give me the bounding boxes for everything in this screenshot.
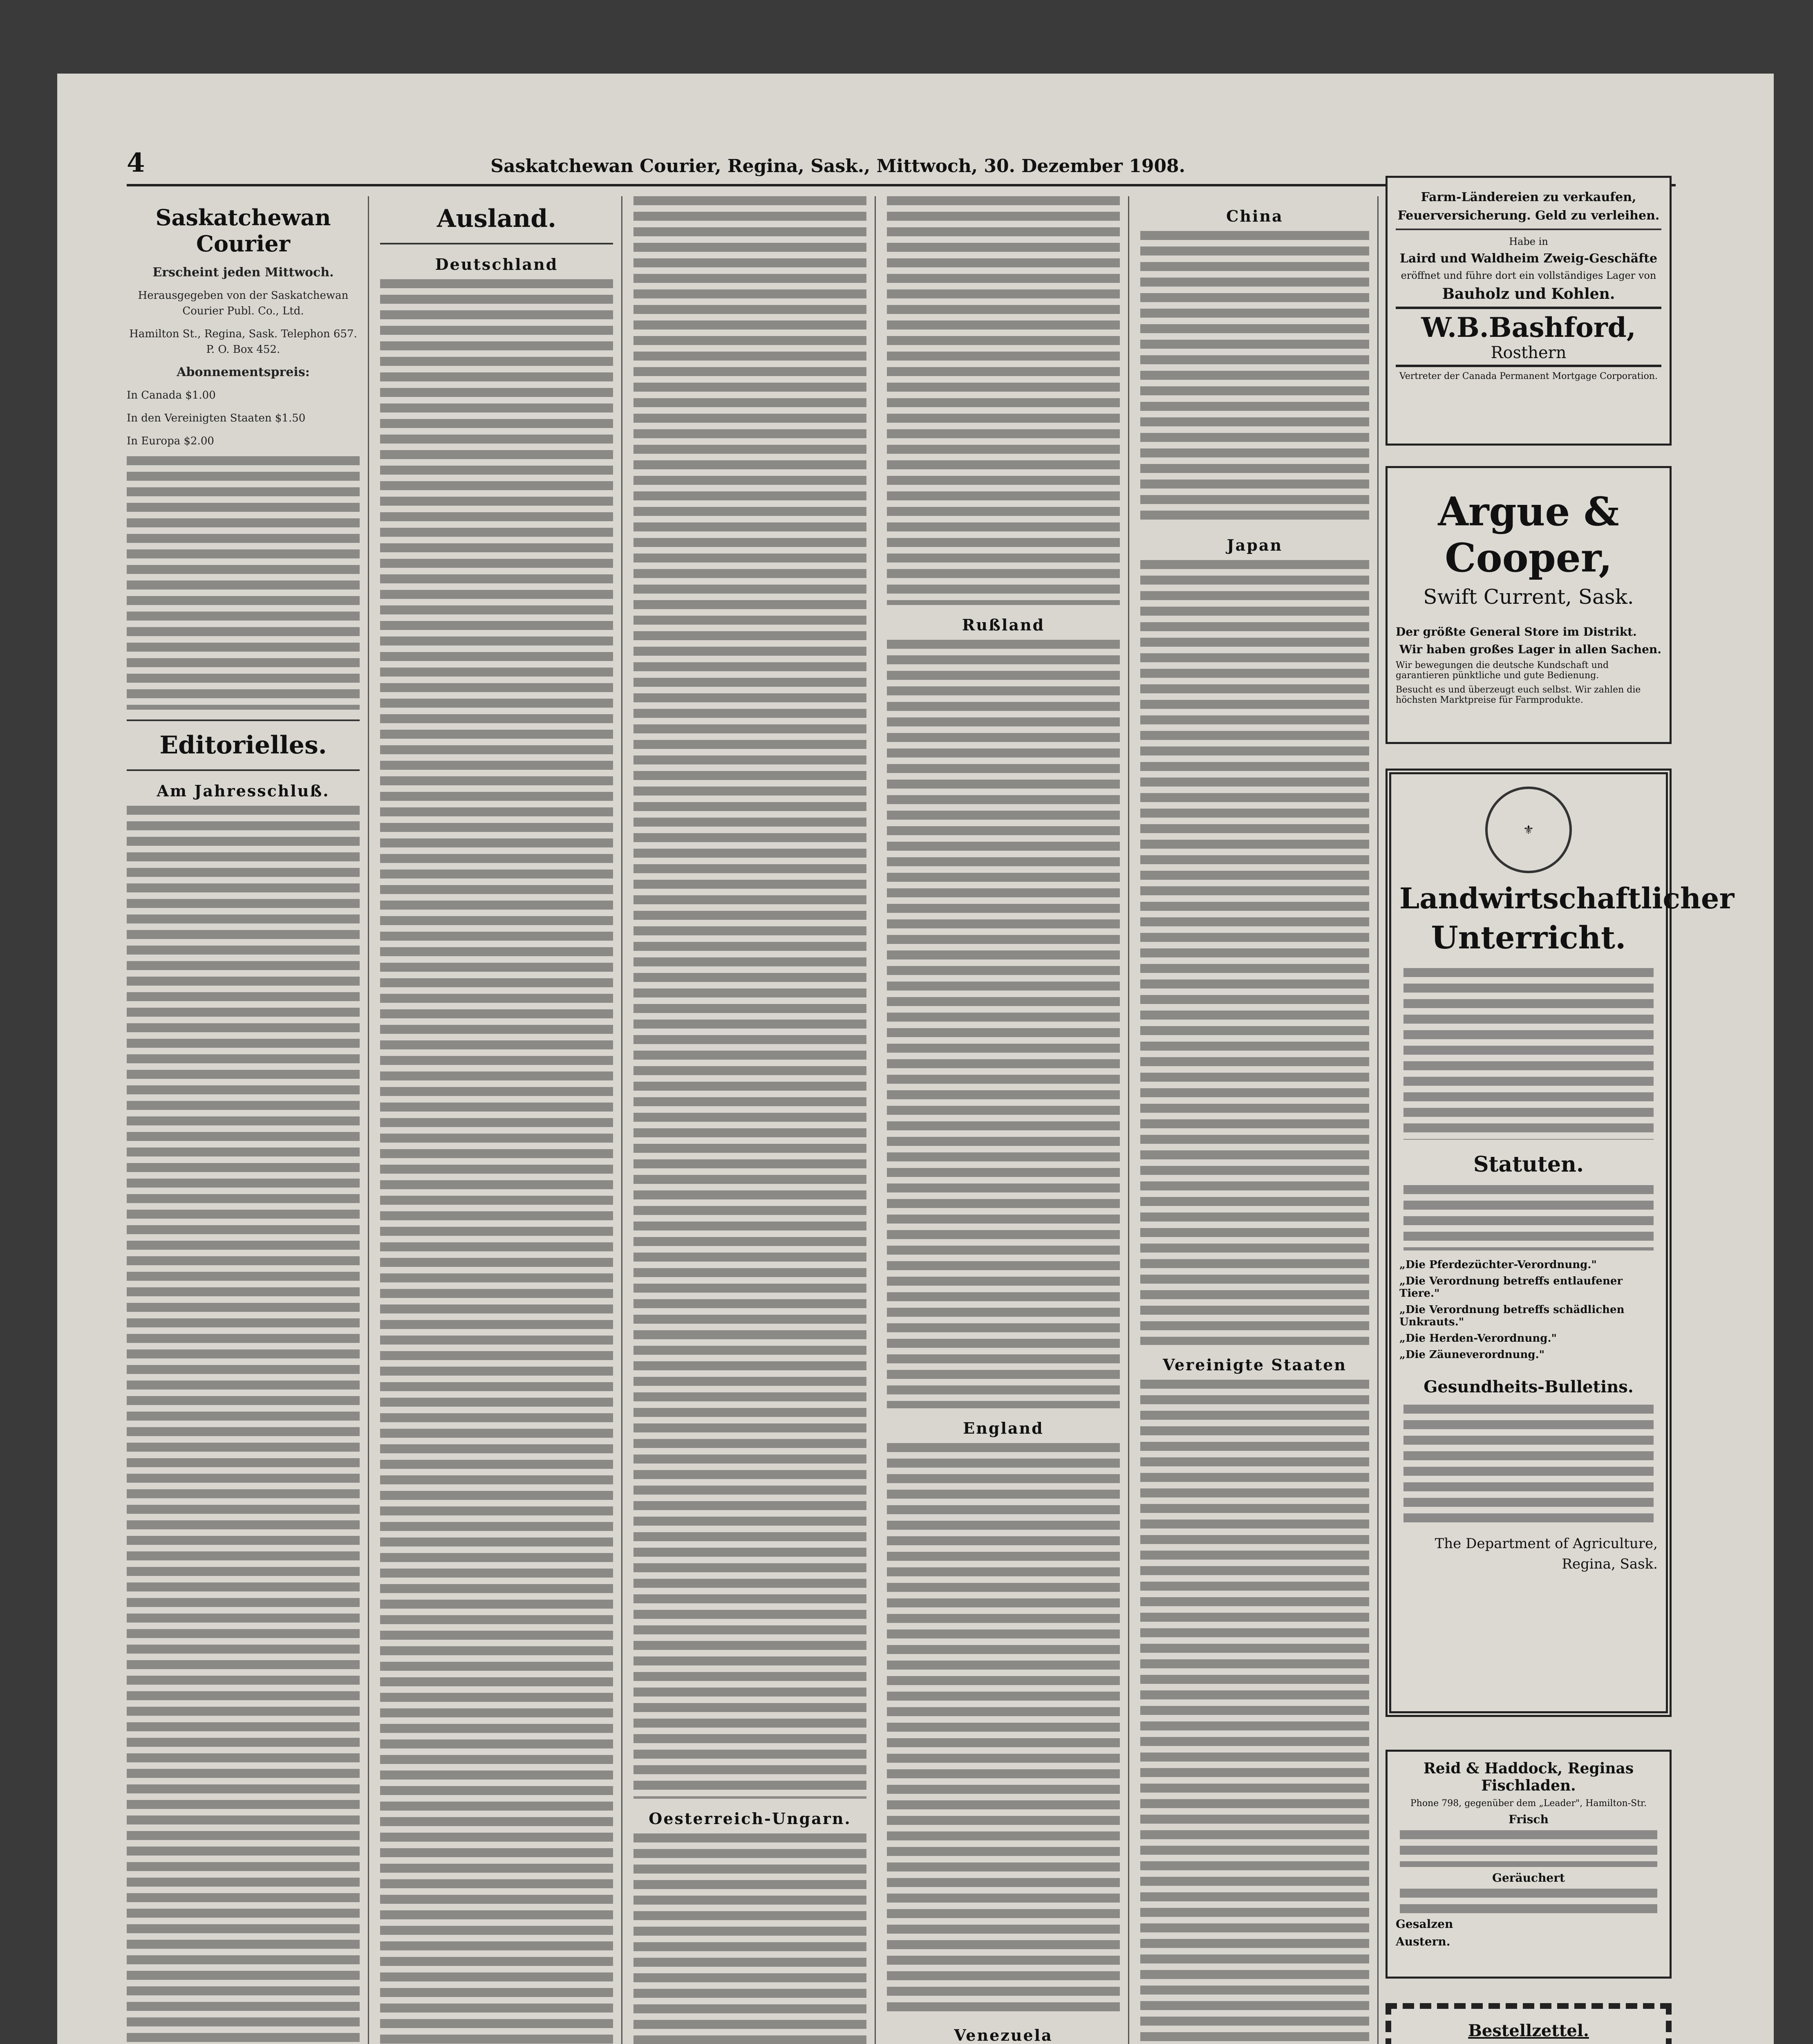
ad-text <box>1400 1889 1657 1913</box>
ad-bulletins: Gesundheits-Bulletins. <box>1424 1377 1634 1396</box>
england-subtitle: England <box>963 1419 1044 1437</box>
ad-line: Feuerversicherung. Geld zu verleihen. <box>1397 208 1660 223</box>
subscription-line: In Canada $1.00 <box>127 389 216 401</box>
ad-text <box>1400 1830 1657 1867</box>
order-form <box>1385 2003 1672 2044</box>
column-rule <box>621 196 622 2044</box>
subscription-title: Abonnementspreis: <box>177 365 310 379</box>
ad-text <box>1403 1185 1654 1251</box>
russia-subtitle: Rußland <box>962 616 1045 634</box>
ad-category: Austern. <box>1396 1935 1450 1948</box>
ad-town: Swift Current, Sask. <box>1423 585 1634 609</box>
ad-signature: Regina, Sask. <box>1562 1556 1658 1572</box>
paper-name: Saskatchewan Courier <box>155 204 331 257</box>
ad-category: Geräuchert <box>1492 1871 1565 1885</box>
ad-text <box>1403 968 1654 1140</box>
subscription-line: In Europa $2.00 <box>127 435 214 447</box>
ad-line: Habe in <box>1509 236 1548 247</box>
ad-text: Wir bewegungen die deutsche Kundschaft und garantieren pünktliche und gute Bedienung. <box>1396 660 1609 681</box>
china-subtitle: China <box>1226 207 1283 225</box>
ad-item: „Die Pferdezüchter-Verordnung." <box>1399 1259 1597 1271</box>
japan-subtitle: Japan <box>1227 536 1283 554</box>
ad-item: „Die Verordnung betreffs schädlichen Unkrauts." <box>1399 1304 1625 1328</box>
ad-line: Bauholz und Kohlen. <box>1442 285 1615 303</box>
ad-line: eröffnet und führe dort ein vollständiges Lager von <box>1401 270 1656 281</box>
notice-text <box>127 456 360 710</box>
column-4 <box>887 196 1120 2044</box>
venezuela-subtitle: Venezuela <box>954 2026 1053 2044</box>
austria-subtitle: Oesterreich-Ungarn. <box>649 1809 851 1828</box>
ausland-text <box>380 279 613 2044</box>
ad-line: Laird und Waldheim Zweig-Geschäfte <box>1399 251 1658 266</box>
ad-reid-haddock <box>1385 1750 1672 1979</box>
column-rule <box>1128 196 1129 2044</box>
column-2 <box>380 196 613 2044</box>
publisher-line: Herausgegeben von der Saskatchewan Courier Publ. Co., Ltd. <box>138 289 349 317</box>
column-1 <box>127 196 360 2044</box>
england-text <box>887 1443 1120 2015</box>
ad-heading: Unterricht. <box>1431 919 1626 956</box>
ad-phone: Phone 798, gegenüber dem „Leader", Hamilton-Str. <box>1410 1798 1647 1809</box>
ad-name: W.B.Bashford, <box>1421 312 1636 343</box>
editorial-subtitle: Am Jahresschluß. <box>157 782 330 800</box>
deutschland-subtitle: Deutschland <box>435 255 558 273</box>
subscription-line: In den Vereinigten Staaten $1.50 <box>127 412 306 424</box>
column-rule <box>368 196 369 2044</box>
ad-line: Farm-Ländereien zu verkaufen, <box>1421 190 1636 204</box>
ad-signature: The Department of Agriculture, <box>1435 1535 1658 1552</box>
ad-agent: Vertreter der Canada Permanent Mortgage Corporation. <box>1399 371 1658 381</box>
newspaper-page <box>57 74 1774 2044</box>
ad-category: Gesalzen <box>1396 1917 1453 1931</box>
ad-name: Argue & Cooper, <box>1438 489 1619 581</box>
russia-text <box>887 640 1120 1408</box>
ad-town: Rosthern <box>1491 343 1567 362</box>
coat-of-arms-icon: ⚜ <box>1485 787 1572 873</box>
page-number: 4 <box>127 148 145 178</box>
ad-statuten: Statuten. <box>1473 1152 1584 1177</box>
ad-agriculture <box>1385 769 1735 1717</box>
ad-text: Besucht es und überzeugt euch selbst. Wir zahlen die höchsten Marktpreise für Farmprodukte. <box>1396 685 1641 705</box>
usa-subtitle: Vereinigte Staaten <box>1163 1356 1347 1374</box>
ad-text <box>1403 1405 1654 1527</box>
ad-item: „Die Zäuneverordnung." <box>1399 1349 1545 1361</box>
ad-heading: Landwirtschaftlicher <box>1399 881 1735 915</box>
ad-slogan: Wir haben großes Lager in allen Sachen. <box>1399 643 1661 656</box>
article-text <box>887 196 1120 605</box>
editorials-title: Editorielles. <box>159 731 327 760</box>
order-form-title: Bestellzettel. <box>1468 2021 1589 2040</box>
china-text <box>1140 231 1369 525</box>
austria-text <box>633 1833 866 2044</box>
column-5 <box>1140 196 1369 2044</box>
japan-text <box>1140 560 1369 1345</box>
ad-bashford <box>1385 176 1672 446</box>
usa-text <box>1140 1380 1369 2044</box>
column-3 <box>633 196 866 2044</box>
ad-item: „Die Herden-Verordnung." <box>1399 1332 1557 1345</box>
masthead-dateline: Saskatchewan Courier, Regina, Sask., Mittwoch, 30. Dezember 1908. <box>490 156 1185 177</box>
ad-item: „Die Verordnung betreffs entlaufener Tiere." <box>1399 1275 1623 1300</box>
editorial-text <box>127 806 360 2044</box>
ad-category: Frisch <box>1509 1813 1549 1826</box>
address-line: Hamilton St., Regina, Sask. Telephon 657. P. O. Box 452. <box>129 328 357 356</box>
ad-argue-cooper <box>1385 466 1672 744</box>
paper-subtitle: Erscheint jeden Mittwoch. <box>152 265 334 280</box>
ad-slogan: Der größte General Store im Distrikt. <box>1396 625 1637 639</box>
column-rule <box>1377 196 1379 2044</box>
ad-name: Reid & Haddock, Reginas Fischladen. <box>1423 1760 1634 1794</box>
ausland-title: Ausland. <box>436 204 557 233</box>
article-text <box>633 196 866 1799</box>
column-rule <box>875 196 876 2044</box>
